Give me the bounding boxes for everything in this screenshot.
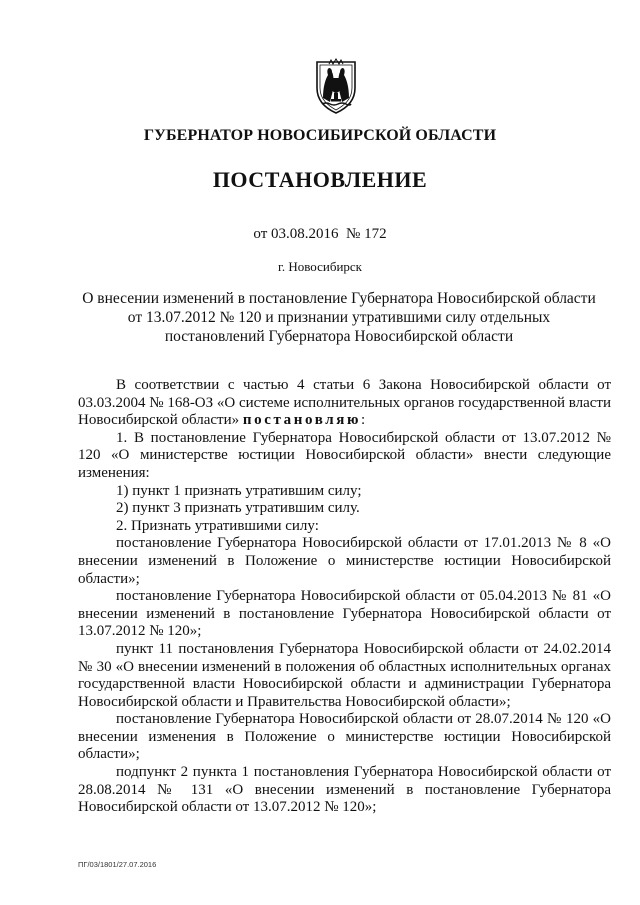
coat-of-arms-icon [313, 58, 359, 114]
document-city: г. Новосибирск [277, 259, 362, 274]
body-paragraph: постановление Губернатора Новосибирской области от 05.04.2013 № 81 «О внесении изменений в постановление Губернатора Новосибирской области от 13.07.2012 № 120»; [78, 588, 611, 640]
body-paragraph: 2) пункт 3 признать утратившим силу. [116, 500, 360, 517]
preamble-paragraph [78, 377, 611, 430]
document-body [78, 377, 611, 817]
body-paragraph: 2. Признать утратившими силу: [116, 517, 319, 534]
body-paragraph: 1) пункт 1 признать утратившим силу; [116, 482, 362, 499]
decree-word: постановляю [242, 412, 362, 429]
issuing-authority: ГУБЕРНАТОР НОВОСИБИРСКОЙ ОБЛАСТИ [143, 127, 497, 144]
preamble-text: В соответствии с частью 4 статьи 6 Закона Новосибирской области от 03.03.2004 № 168-ОЗ «О системе исполнительных органов государственной власти Новосибирской области» [78, 377, 611, 429]
body-paragraph: постановление Губернатора Новосибирской области от 28.07.2014 № 120 «О внесении изменения в Положение о министерстве юстиции Новосибирской области»; [78, 711, 611, 763]
body-paragraph: пункт 11 постановления Губернатора Новосибирской области от 24.02.2014 № 30 «О внесении изменений в положения об областных исполнительных органах государственной власти Новосибирской области и администрации Губернатора Новосибирской области и Правительства Новосибирской области»; [78, 640, 611, 710]
document-subject: О внесении изменений в постановление Губернатора Новосибирской области от 13.07.2012 № 120 и признании утратившими силу отдельных постановлений Губернатора Новосибирской области [82, 290, 596, 345]
preamble-end: : [361, 412, 366, 429]
document-footer-code: ПГ/03/1801/27.07.2016 [78, 860, 157, 869]
body-paragraph: 1. В постановление Губернатора Новосибирской области от 13.07.2012 № 120 «О министерстве юстиции Новосибирской области» внести следующие изменения: [78, 429, 611, 481]
body-paragraph: подпункт 2 пункта 1 постановления Губернатора Новосибирской области от 28.08.2014 № 131 «О внесении изменений в постановление Губернатора Новосибирской области от 13.07.2012 № 120»; [78, 764, 611, 816]
body-paragraph: постановление Губернатора Новосибирской области от 17.01.2013 № 8 «О внесении изменений в Положение о министерстве юстиции Новосибирской области»; [78, 535, 611, 587]
document-date-number: от 03.08.2016 № 172 [253, 226, 387, 242]
document-type: ПОСТАНОВЛЕНИЕ [212, 167, 428, 192]
